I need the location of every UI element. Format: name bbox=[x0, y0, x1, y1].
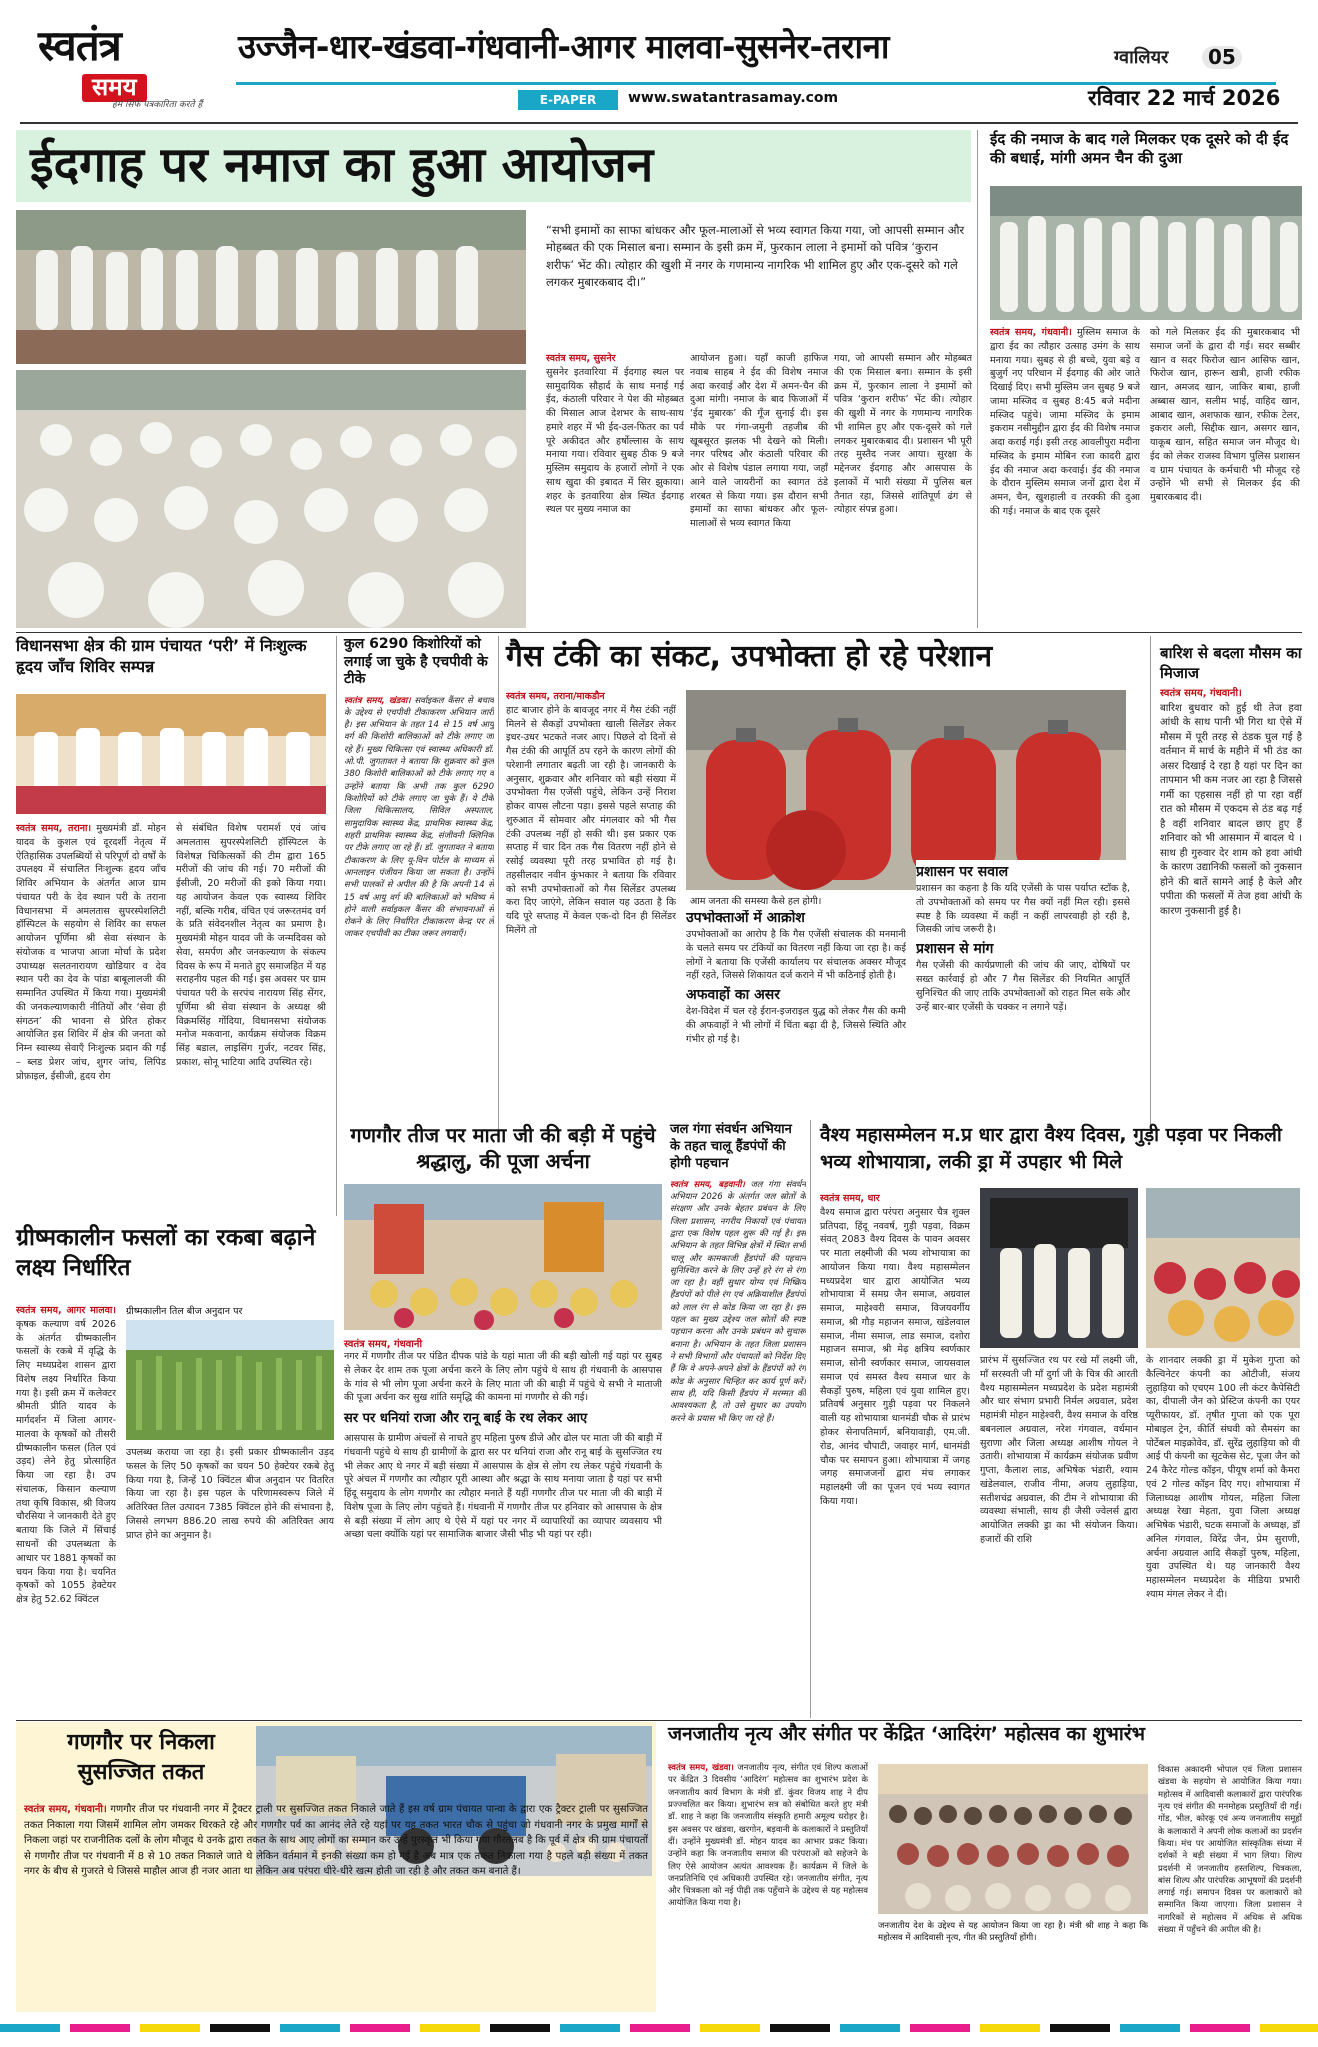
story7-subhead: सर पर धनियां राजा और रानू बाई के रथ लेकर आए bbox=[344, 1411, 588, 1426]
story-gas bbox=[506, 640, 1146, 1140]
byline: स्वतंत्र समय, तराना/माकडौन bbox=[506, 691, 605, 702]
edition-title: उज्जैन-धार-खंडवा-गंधवानी-आगर मालवा-सुसनेर-तराना bbox=[238, 27, 889, 66]
story10-column-1 bbox=[16, 1304, 116, 1714]
story-eid-gandhwani bbox=[990, 130, 1302, 630]
column-text: हाट बाजार होने के बावजूद नगर में गैस टंकी नहीं मिलने से सैकड़ों उपभोक्ता खाली सिलेंडर लेकर इधर-उधर भटकते नजर आए। पिछले दो दिनों से गैस टंकी की आपूर्ति ठप रहने के कारण लोगों की परेशानी लगातार बढ़ती जा रही है। जानकारी के अनुसार, शुक्रवार और शनिवार को बड़ी संख्या में उपभोक्ता गैस एजेंसी पहुंचे, लेकिन उन्हें निराश होकर वापस लौटना पड़ा। इससे पहले सप्ताह की शुरुआत में सोमवार और मंगलवार को भी गैस टंकी उपलब्ध नहीं हो सकी थी। इस प्रकार एक सप्ताह में चार दिन तक गैस वितरण नहीं होने से रसोई व्यवस्था पूरी तरह प्रभावित हो गई है। तहसीलदार नवीन कुंभकार ने बताया कि रविवार को सभी उपभोक्ताओं को गैस सिलेंडर उपलब्ध करा दिए जाएंगे, लेकिन सवाल यह उठता है कि यदि पूरे सप्ताह में केवल एक-दो दिन ही सिलेंडर मिलेंगे तो bbox=[506, 704, 676, 937]
story9-column-3: के शानदार लक्की ड्रा में मुकेश गुप्ता को कैल्विनेटर कंपनी का ओटीजी, संजय लुहाड़िया को एचएम 100 ली कंटर कैपेसिटी का, दीपाली जैन को प्रेस्टिज कंपनी का एयर प्यूरीफायर, डॉ. तृषीत गुप्ता को एक पूरा मोबाइल ट्रेन, कीर्ति संघवी को सैमसंग का पोर्टेबल माइक्रोवेव, डॉ. सुरेंद्र लुहाड़िया को वी आई पी कंपनी का सूटकेस सेट, पूजा जैन को 24 कैरेट गोल्ड कॉइन, पीयूष शर्मा को कैमरा एवं 2 गोल्ड कॉइन दिए गए। शोभायात्रा में जिलाध्यक्ष आशीष गोयल, महिला जिला अध्यक्ष रेखा मेहता, युवा जिला अध्यक्ष अभिषेक भंडारी, घटक समाजों के अध्यक्ष, डॉ अनिल गंगवाल, विरेंद्र जैन, प्रेम सुराणी, अर्चना अग्रवाल आदि सैकड़ों पुरुष, महिला, युवा उपस्थित थे। यह जानकारी वैश्य महासम्मेलन मध्यप्रदेश के मीडिया प्रभारी श्याम मंगल लेकर ने दी। bbox=[1146, 1355, 1300, 1601]
byline: स्वतंत्र समय, गंधवानी। bbox=[990, 327, 1072, 338]
headline: जल गंगा संवर्धन अभियान के तहत चालू हैंडपंपों की होगी पहचान bbox=[670, 1122, 792, 1171]
headline: ग्रीष्मकालीन फसलों का रकबा बढ़ाने लक्ष्य निर्धारित bbox=[16, 1225, 316, 1281]
sub1-text: उपभोक्ताओं का आरोप है कि गैस एजेंसी संचालक की मनमानी के चलते समय पर टंकियों का वितरण नहीं किया जा रहा है। कई लोगों ने बताया कि एजेंसी कार्यालय पर संचालक अक्सर मौजूद नहीं रहते, जिससे शिकायत दर्ज कराने में भी कठिनाई होती है। bbox=[686, 929, 906, 982]
photo-eid-greeting bbox=[990, 186, 1302, 320]
column-text: मुख्यमंत्री डॉ. मोहन यादव के कुशल एवं दूरदर्शी नेतृत्व में ऐतिहासिक उपलब्धियों से परिपूर्ण दो वर्षों के उपलक्ष्य में संचालित निःशुल्क हृदय जाँच शिविर अभियान के अंतर्गत आज ग्राम पंचायत परी के देव स्थान परी के तराना विधानसभा में अमलतास सुपरस्पेशलिटी हॉस्पिटल के सहयोग से शिविर का सफल आयोजन पूर्णिमा श्री सेवा संस्थान के संयोजक व भाजपा आजा मोर्चा के प्रदेश उपाध्यक्ष सलतनारायण खोडियार व देव स्थान परी का देव के पांडा बाबूलालजी की सम्मानित उपस्थित में किया गया। मुख्यमंत्री की जनकल्याणकारी नीतियों और ‘सेवा ही संगठन’ की भावना से प्रेरित होकर आयोजित इस शिविर में क्षेत्र की जनता को निम्न स्वास्थ्य सेवाएँ निःशुल्क प्रदान की गईं – ब्लड प्रेशर जांच, शुगर जांच, लिपिड प्रोफ़ाइल, ईसीजी, हृदय रोग bbox=[16, 823, 166, 1082]
divider-horizontal-1 bbox=[16, 632, 1302, 633]
story3-column-2: से संबंधित विशेष परामर्श एवं जांच अमलतास सुपरस्पेशलिटी हॉस्पिटल के विशेषज्ञ चिकित्सकों की टीम द्वारा 165 मरीजों की जांच की गई। 70 मरीजों की ईसीजी, 20 मरीजों की इको किया गया। यह आयोजन केवल एक स्वास्थ्य शिविर नहीं, बल्कि गरीब, वंचित एवं जरूरतमंद वर्ग के प्रति संवेदनशील नेतृत्व का प्रमाण है। मुख्यमंत्री मोहन यादव जी के जन्मदिवस को सेवा, समर्पण और जनकल्याण के संकल्प दिवस के रूप में मनाते हुए समाजहित में यह सराहनीय पहल की गई। इस अवसर पर ग्राम पंचायत परी के सरपंच नारायण सिंह सेंगर, पूर्णिमा श्री सेवा संस्थान के अध्यक्ष श्री विक्रमसिंह गोंदिया, विधानसभा संयोजक मनोज मकवाना, कार्यक्रम संयोजक विक्रम सिंह बडाल, लाइसिंग गुर्जर, नटवर सिंह, प्रकाश, सोनू भाटिया आदि उपस्थित रहे। bbox=[176, 823, 326, 1069]
story7-sub-body: आसपास के ग्रामीण अंचलों से नाचते हुए महिला पुरुष डीजे और ढोल पर माता जी की बाड़ी में गंधवानी पहुंचे थे साथ ही ग्रामीणों के द्वारा सर पर धनियां राजा और रानू बाई के सुसज्जित रथ भी लेकर आए थे नगर में बड़ी संख्या में आसपास के क्षेत्र से लोग रथ लेकर पहुंचे गंधवानी के पूरे अंचल में गणगौर का त्यौहार पूरी आस्था और श्रद्धा के साथ मनाया जाता है यहां पर सभी हिंदू समुदाय के लोग गणगौर का त्यौहार मनाते हैं यहीं गणगौर तीज पर माता जी की बाड़ी में विशेष पूजा के लिए लोग पहुंचते हैं। गंधवानी में गणगौर तीज पर हनिवार को आसपास के क्षेत्र से बड़ी संख्या में लोग आए थे ऐसे में यहां पर नगर में व्यापारियों का व्यापार व्यवसाय भी अच्छा चला क्योंकि यहां पर सामाजिक बाजार जैसी भीड़ भी यहां पर रही। bbox=[344, 1433, 662, 1541]
story1-column-1 bbox=[546, 352, 684, 627]
story6-body bbox=[1160, 687, 1302, 1117]
divider-vertical-2 bbox=[336, 636, 337, 1216]
story9-column-2: प्रारंभ में सुसज्जित रथ पर रखे माँ लक्ष्मी जी, माँ सरस्वती जी माँ दुर्गा जी के चित्र की आरती वैश्य महासम्मेलन मध्यप्रदेश के प्रदेश महामंत्री और धार संभाग प्रभारी निर्मल अग्रवाल, प्रदेश महामंत्री मोहन माहेश्वरी, वैश्य समाज के वरिष्ठ बबनलाल अग्रवाल, नरेश गंगवाल, वर्धमान सुराणा और जिला अध्यक्ष आशीष गोयल ने उतारी। शोभायात्रा में कार्यक्रम संयोजक प्रवीण गुप्ता, कैलाश लाड, अभिषेक भंडारी, श्याम खंडेलवाल, राजीव नीमा, अजय लुहाड़िया, सतीशचंद्र अग्रवाल, की टीम ने शोभायात्रा की व्यवस्था संभाली, साथ ही जैसी ज्वेलर्स द्वारा आयोजित लक्की ड्रा का भी संयोजन किया। हजारों की राशि bbox=[980, 1355, 1138, 1545]
byline: स्वतंत्र समय, सुसनेर bbox=[546, 353, 616, 364]
headline: ईदगाह पर नमाज का हुआ आयोजन bbox=[30, 137, 654, 193]
website-link[interactable]: www.swatantrasamay.com bbox=[628, 90, 839, 106]
story5-column-3 bbox=[916, 860, 1130, 1140]
city-box bbox=[1108, 44, 1248, 74]
logo-top: स्वतंत्र bbox=[38, 21, 121, 70]
story-gangaur-takhat bbox=[16, 1722, 656, 2012]
story2-column-2: को गले मिलकर ईद की मुबारकबाद भी समाज जनों के द्वारा दी गई। सदर सब्बीर खान व सदर फिरोज खान आसिफ खान, फिरोज खान, हारून खत्री, हाजी रफीक खान, अमजद खान, जाकिर बाबा, हाजी अब्बास खान, सलीम भाई, वाहिद खान, आबाद खान, अशफाक खान, रफीक टेलर, इकरार अली, सिद्दीक खान, असगर खान, याकूब खान, सहित समाज जन मौजूद थे। ईद को लेकर राजस्व विभाग पुलिस प्रशासन व ग्राम पंचायत के कर्मचारी भी मौजूद रहे उन्होंने भी सभी से मिलकर ईद की मुबारकबाद दी। bbox=[1150, 327, 1300, 504]
headline: बारिश से बदला मौसम का मिजाज bbox=[1160, 644, 1302, 682]
subhead-2: अफवाहों का असर bbox=[686, 987, 780, 1004]
divider-vertical-5 bbox=[810, 1120, 811, 1718]
column-text: सुसनेर इतवारिया में ईदगाह स्थल पर सामुदायिक सौहार्द के साथ मनाई गई ईद, कंठाली परिवार ने पेश की मोहब्बत की मिसाल आज देशभर के साथ-साथ हमारे शहर में भी ईद-उल-फितर का पर्व पूरे अकीदत और हर्षोल्लास के साथ मनाया गया। रविवार सुबह ठीक 9 बजे मुस्लिम समुदाय के हजारों लोगों ने एक साथ खुदा की इबादत में सिर झुकाया। शहर के इतवारिया क्षेत्र स्थित ईदगाह स्थल पर मुख्य नमाज का bbox=[546, 366, 684, 516]
city-label: ग्वालियर bbox=[1114, 47, 1169, 68]
body-text: सर्वाइकल कैंसर से बचाव के उद्देश्य से एचपीवी टीकाकरण अभियान जारी है। इस अभियान के तहत 14 से 15 वर्ष आयु वर्ग की किशोरी बालिकाओं को टीके लगाए जा रहे हैं। मुख्य चिकित्सा एवं स्वास्थ्य अधिकारी डॉ. ओ.पी. जुगतावत ने बताया कि शुक्रवार को कुल 380 किशोरी बालिकाओं को टीके लगाए गए व उन्होंने बताया कि अभी तक कुल 6290 किशोरियों को टीके लगाए जा चुके हैं। ये टीके जिला चिकित्सालय, सिविल अस्पताल, सामुदायिक स्वास्थ्य केंद्र, प्राथमिक स्वास्थ्य केंद्र, शहरी प्राथमिक स्वास्थ्य केंद्र, संजीवनी क्लिनिक पर टीके लगाए जा रहे हैं। डॉ. जुगतावत ने बताया टीकाकरण के लिए यू-विन पोर्टल के माध्यम से आनलाइन पंजीयन किया जा सकता है। उन्होंने सभी पालकों से अपील की है कि अपनी 14 से 15 वर्ष आयु वर्ग की बालिकाओं को भविष्य में होने वाली सर्वाइकल कैंसर की संभावनाओं से रोकने के लिए निर्धारित टीकाकरण केन्द्र पर ले जाकर एचपीवी का टीका जरूर लगवाएँ। bbox=[344, 695, 494, 940]
byline: स्वतंत्र समय, गंधवानी। bbox=[24, 1804, 107, 1815]
photo-jewellers-draw bbox=[980, 1188, 1138, 1348]
story8-body bbox=[670, 1179, 806, 1684]
story11-body bbox=[24, 1802, 648, 2007]
story9-column-1 bbox=[820, 1192, 970, 1712]
story5-column-2 bbox=[686, 910, 906, 1140]
sub3-text: प्रशासन का कहना है कि यदि एजेंसी के पास पर्याप्त स्टॉक है, तो उपभोक्ताओं को समय पर गैस क्यों नहीं मिल रही। इससे स्पष्ट है कि व्यवस्था में कहीं न कहीं लापरवाही हो रही है, जिसकी जांच जरूरी है। bbox=[916, 883, 1130, 936]
story-weather bbox=[1160, 644, 1302, 1134]
headline: वैश्य महासम्मेलन म.प्र धार द्वारा वैश्य दिवस, गुड़ी पड़वा पर निकली भव्य शोभायात्रा, लकी ड्रा में उपहार भी मिले bbox=[820, 1124, 1282, 1173]
story12-column-2: विकास अकादमी भोपाल एवं जिला प्रशासन खंडवा के सहयोग से आयोजित किया गया। महोत्सव में आदिवासी कलाकारों द्वारा पारंपरिक नृत्य एवं संगीत की मनमोहक प्रस्तुतियाँ दी गईं। गोंड, भील, कोरकू एवं अन्य जनजातीय समूहों के कलाकारों ने अपनी लोक कलाओं का प्रदर्शन किया। मंच पर आयोजित सांस्कृतिक संध्या में दर्शकों ने बड़ी संख्या में भाग लिया। शिल्प प्रदर्शनी में जनजातीय हस्तशिल्प, चित्रकला, बांस शिल्प और पारंपरिक आभूषणों की प्रदर्शनी लगाई गई। समापन दिवस पर कलाकारों को सम्मानित किया जाएगा। जिला प्रशासन ने नागरिकों से महोत्सव में अधिक से अधिक संख्या में पहुँचने की अपील की है। bbox=[1158, 1765, 1302, 1936]
headline: विधानसभा क्षेत्र की ग्राम पंचायत ‘परी’ में निःशुल्क हृदय जाँच शिविर सम्पन्न bbox=[16, 636, 307, 676]
story4-body bbox=[344, 695, 494, 1125]
column-text: मुस्लिम समाज के द्वारा ईद का त्यौहार उत्साह उमंग के साथ मनाया गया। सुबह से ही बच्चे, युवा बड़े व बुजुर्ग नए परिधान में ईदगाह की ओर जाते दिखाई दिए। सभी मुस्लिम जन सुबह 9 बजे जामा मस्जिद व सुबह 8:45 बजे मदीना मस्जिद पहुंचे। जामा मस्जिद के इमाम इकराम नसीमुद्दीन द्वारा ईद की विशेष नमाज अदा कराई गई। इसी तरह आवलीपुरा मदीना मस्जिद के इमाम मोबिन रजा कादरी द्वारा ईद की नमाज अदा करवाई। ईद की नमाज के दौरान मुस्लिम समाज जनों द्वारा देश में अमन, चैन, खुशहाली व तरक्की की दुआ की गई। नमाज के बाद एक दूसरे bbox=[990, 327, 1140, 517]
headline: गैस टंकी का संकट, उपभोक्ता हो रहे परेशान bbox=[506, 639, 993, 674]
photo-caption: ग्रीष्मकालीन तिल बीज अनुदान पर bbox=[126, 1306, 243, 1317]
photo-caption: आम जनता की समस्या कैसे हल होगी। bbox=[690, 896, 822, 907]
divider-vertical-4 bbox=[1150, 636, 1151, 1136]
story12-column-1 bbox=[668, 1762, 868, 2010]
sub2-text: देश-विदेश में चल रहे ईरान-इजराइल युद्ध को लेकर गैस की कमी की अफवाहों ने भी लोगों में चिंता बढ़ा दी है, जिससे स्थिति और गंभीर हो गई है। bbox=[686, 1006, 906, 1045]
subhead-4: प्रशासन से मांग bbox=[916, 941, 994, 958]
divider-vertical-3 bbox=[498, 636, 499, 1136]
column-text: कृषक कल्याण वर्ष 2026 के अंतर्गत ग्रीष्मकालीन फसलों के रकबे में वृद्धि के लिए मध्यप्रदेश शासन द्वारा विशेष लक्ष्य निर्धारित किया गया है। इसी क्रम में कलेक्टर श्रीमती प्रीति यादव के मार्गदर्शन में जिला आगर-मालवा के कृषकों को तीसरी ग्रीष्मकालीन फसल (तिल एवं उड़द) लेने हेतु प्रोत्साहित किया जा रहा है। उप संचालक, किसान कल्याण तथा कृषि विकास, श्री विजय चौरसिया ने जानकारी देते हुए बताया कि जिले में सिंचाई साधनों की उपलब्धता के आधार पर 1881 कृषकों का चयन किया गया है। चयनित कृषकों को 1055 हेक्टेयर क्षेत्र हेतु 52.62 क्विंटल bbox=[16, 1318, 116, 1606]
body-text: गणगौर तीज पर गंधवानी नगर में ट्रैक्टर ट्राली पर सुसज्जित तकत निकाले जाते हैं इस वर्ष ग्राम पंचायत पान्वा के द्वारा एक ट्रैक्टर ट्राली पर सुसज्जित तकत निकाला गया जिसमें शामिल लोग जमकर थिरकते रहे और गणगौर पर्व का आनंद लेते रहे यहां पर यह तकत भारत चौक से पहुंचा जो गंधवानी नगर के प्रमुख मार्गों से निकला जहां पर राजनीतिक दलों के लोग मौजूद थे उनके द्वारा तकत के साथ आए लोगों का सम्मान कर उन्हें पुरस्कृत भी किया गया गौरतलब है कि पूर्व में क्षेत्र की ग्राम पंचायतों से गणगौर तीज पर गंधवानी में 8 से 10 तकत निकाले जाते थे लेकिन वर्तमान में इनकी संख्या कम हो गई है अब मात्र एक तकत निकाला गया है पहले बड़ी संख्या में तकत नगर के बीच से गुजरते थे जिससे माहौल आज ही नजर आता था लेकिन अब परंपरा धीरे-धीरे खत्म होती जा रही है और तकत कम बनाते हैं। bbox=[24, 1804, 648, 1877]
subhead-3: प्रशासन पर सवाल bbox=[916, 864, 1009, 880]
body-text: बारिश बुधवार को हुई थी तेज हवा आंधी के साथ पानी भी गिरा था ऐसे में मौसम में पूरी तरह से ठंडक घुल गई है वर्तमान में मार्च के महीने में भी ठंड का असर दिखाई दे रहा है यहां पर दिन का तापमान भी कम नजर आ रहा है जिससे गर्मी का एहसास नहीं हो पा रहा वहीं रात को मौसम में एकदम से ठंड बढ़ गई है वहीं शनिवार बादल छाए हुए हैं शनिवार को भी आसमान में बादल थे । साथ ही गुरुवार देर शाम को हवा आंधी के कारण उद्यानिकी फसलों को नुकसान होने की बातें सामने आई है केले और पपीता की फसलों में तेज हवा आंधी के कारण नुकसानी हुई है। bbox=[1160, 702, 1302, 917]
story5-column-1 bbox=[506, 690, 676, 1140]
byline: स्वतंत्र समय, खंडवा। bbox=[344, 695, 411, 706]
story-vaishya bbox=[820, 1122, 1302, 1717]
byline: स्वतंत्र समय, गंधवानी bbox=[344, 1339, 423, 1350]
photo-caption: जनजातीय देश के उद्देश्य से यह आयोजन किया जा रहा है। मंत्री श्री शाह ने कहा कि महोत्सव में आदिवासी नृत्य, गीत की प्रस्तुतियाँ होंगी। bbox=[878, 1921, 1148, 1944]
epaper-badge: E-PAPER bbox=[518, 90, 618, 110]
story-idgah bbox=[16, 130, 1016, 630]
byline: स्वतंत्र समय, तराना। bbox=[16, 823, 92, 834]
story-handpump bbox=[670, 1122, 806, 1717]
story1-column-3: गया, जो आपसी सम्मान और मोहब्बत की एक मिसाल बना। सम्मान के इसी क्रम में, फुरकान लाला ने इमामों को पवित्र ‘कुरान शरीफ’ भेंट की। त्योहार की खुशी में नगर के गणमान्य नागरिक भी शामिल हुए और एक-दूसरे को गले लगकर मुबारकबाद दी। प्रशासन भी पूरी तरह मुस्तैद नजर आया। सुरक्षा के मद्देनजर ईदगाह और आसपास के इलाकों में भारी संख्या में पुलिस बल तैनात रहा, जिससे शांतिपूर्ण ढंग से त्योहार संपन्न हुआ। bbox=[834, 353, 972, 516]
byline: स्वतंत्र समय, बड़वानी। bbox=[670, 1179, 745, 1190]
byline: स्वतंत्र समय, धार bbox=[820, 1193, 880, 1204]
byline: स्वतंत्र समय, गंधवानी। bbox=[1160, 688, 1242, 699]
headline: गणगौर पर निकला सुसज्जित तकत bbox=[67, 1730, 215, 1785]
headline: ईद की नमाज के बाद गले मिलकर एक दूसरे को दी ईद की बधाई, मांगी अमन चैन की दुआ bbox=[990, 130, 1289, 167]
masthead bbox=[0, 0, 1318, 120]
divider-vertical-1 bbox=[977, 130, 978, 628]
story3-column-1 bbox=[16, 822, 166, 1214]
subhead-1: उपभोक्ताओं में आक्रोश bbox=[686, 910, 805, 926]
story-adirang bbox=[668, 1724, 1302, 2014]
color-strip bbox=[0, 2024, 1318, 2032]
logo-bottom: समय bbox=[82, 74, 147, 102]
story-summer-crops bbox=[16, 1224, 334, 1719]
headline: जनजातीय नृत्य और संगीत पर केंद्रित ‘आदिरंग’ महोत्सव का शुभारंभ bbox=[668, 1723, 1145, 1745]
masthead-rule bbox=[236, 82, 1276, 85]
story-heart-camp bbox=[16, 636, 334, 1216]
divider-horizontal-2 bbox=[16, 1720, 1302, 1721]
byline: स्वतंत्र समय, आगर मालवा। bbox=[16, 1305, 116, 1316]
issue-date: रविवार 22 मार्च 2026 bbox=[1088, 86, 1281, 110]
column-text: वैश्य समाज द्वारा परंपरा अनुसार चैत्र शुक्ल प्रतिपदा, हिंदू नववर्ष, गुड़ी पड़वा, विक्रम संवत् 2083 वैश्य दिवस के पावन अवसर पर माता लक्ष्मीजी की भव्य शोभायात्रा का आयोजन किया गया। वैश्य महासम्मेलन मध्यप्रदेश धार द्वारा आयोजित भव्य शोभायात्रा में समग्र जैन समाज, अग्रवाल समाज, माहेश्वरी समाज, विजयवर्गीय समाज, श्री गौड़ महाजन समाज, खंडेलवाल समाज, नीमा समाज, लाड समाज, दशोरा महाजन समाज, श्री मेढ़ क्षत्रिय स्वर्णकार समाज, सोनी स्वर्णकार समाज, जायसवाल समाज एवं समस्त वैश्य समाज धार के सैकड़ों पुरुष, महिला एवं युवा शामिल हुए। प्रतिवर्ष अनुसार गुड़ी पड़वा पर निकलने वाली यह शोभायात्रा धानमंडी चौक से प्रारंभ होकर सेनापतिमार्ग, बनियावाड़ी, एम.जी. रोड, आनंद चौपाटी, जवाहर मार्ग, धानमंडी चौक पर समापन हुआ। शोभायात्रा में जगह जगह समाजजनों द्वारा मंच लगाकर महालक्ष्मी जी का पूजन एवं भव्य स्वागत किया गया। bbox=[820, 1206, 970, 1507]
story-hpv bbox=[344, 636, 494, 1136]
photo-gangaur-procession bbox=[344, 1184, 662, 1330]
page-number: 05 bbox=[1202, 46, 1242, 69]
story1-column-2: आयोजन हुआ। यहाँ काजी हाफिज नवाब साहब ने ईद की विशेष नमाज अदा करवाई और देश में अमन-चैन की दुआ मांगी। नमाज के बाद फिजाओं में ‘ईद मुबारक’ की गूँज सुनाई दी। इस मौके पर गंगा-जमुनी तहजीब की खूबसूरत झलक भी देखने को मिली। नगर परिषद और कंठाली परिवार की ओर से विशेष पंडाल लगाया गया, जहाँ आने वाले जायरीनों का स्वागत ठंडे शरबत से किया गया। इस दौरान सभी इमामों का साफा बांधकर और फूल-मालाओं से भव्य स्वागत किया bbox=[690, 353, 828, 530]
story2-column-1 bbox=[990, 326, 1140, 626]
pull-quote: “सभी इमामों का साफा बांधकर और फूल-मालाओं से भव्य स्वागत किया गया, जो आपसी सम्मान और मोहब्बत की एक मिसाल बना। सम्मान के इसी क्रम में, फुरकान लाला ने इमामों को पवित्र ‘कुरान शरीफ’ भेंट की। त्योहार की खुशी में नगर के गणमान्य नागरिक भी शामिल हुए और एक-दूसरे को गले लगकर मुबारकबाद दी।” bbox=[546, 223, 965, 289]
masthead-bottom-rule bbox=[20, 122, 1298, 124]
photo-adirang-audience bbox=[878, 1764, 1148, 1914]
photo-heart-camp bbox=[16, 694, 326, 814]
photo-shobhayatra bbox=[1146, 1188, 1300, 1348]
tagline: हम सिर्फ पत्रकारिता करते हैं bbox=[112, 100, 203, 110]
headline: गणगौर तीज पर माता जी की बड़ी में पहुंचे श्रद्धालु, की पूजा अर्चना bbox=[350, 1123, 656, 1173]
photo-idgah-guests bbox=[16, 210, 526, 364]
story10-column-2: उपलब्ध कराया जा रहा है। इसी प्रकार ग्रीष्मकालीन उड़द फसल के लिए 50 कृषकों का चयन 50 हेक्टेयर रकबे हेतु किया गया है, जिन्हें 10 क्विंटल बीज अनुदान पर वितरित किया जा रहा है। इस पहल के परिणामस्वरूप जिले में अतिरिक्त तिल उत्पादन 7385 क्विंटल होने की संभावना है, जिससे लगभग 886.20 लाख रुपये की अतिरिक्त आय प्राप्त होने का अनुमान है। bbox=[126, 1447, 334, 1541]
sub4-text: गैस एजेंसी की कार्यप्रणाली की जांच की जाए, दोषियों पर सख्त कार्रवाई हो और 7 गैस सिलेंडर की नियमित आपूर्ति सुनिश्चित की जाए ताकि उपभोक्ताओं को राहत मिल सके और उन्हें बार-बार एजेंसी के चक्कर न लगाने पड़ें। bbox=[916, 960, 1130, 1013]
byline: स्वतंत्र समय, खंडवा। bbox=[668, 1763, 734, 1773]
column-text: जनजातीय नृत्य, संगीत एवं शिल्प कलाओं पर केंद्रित 3 दिवसीय ‘आदिरंग’ महोत्सव का शुभारंभ प्रदेश के जनजातीय कार्य विभाग के मंत्री डॉ. कुंवर विजय शाह ने दीप प्रज्ज्वलित कर किया। शुभारंभ सत्र को संबोधित करते हुए मंत्री डॉ. शाह ने कहा कि जनजातीय संस्कृति हमारी अमूल्य धरोहर है। इस अवसर पर खंडवा, खरगोन, बड़वानी के कलाकारों ने प्रस्तुतियाँ दीं। उन्होंने मुख्यमंत्री डॉ. मोहन यादव का आभार प्रकट किया। उन्होंने कहा कि जनजातीय समाज की परंपराओं को सहेजने के लिए ऐसे आयोजन अत्यंत आवश्यक हैं। कार्यक्रम में जिले के जनप्रतिनिधि एवं अधिकारी उपस्थित रहे। जनजातीय संगीत, नृत्य और चित्रकला को नई पीढ़ी तक पहुँचाने के उद्देश्य से यह महोत्सव आयोजित किया गया है। bbox=[668, 1763, 868, 1909]
body-text: जल गंगा संवर्धन अभियान 2026 के अंतर्गत जल स्रोतों के संरक्षण और उनके बेहतर प्रबंधन के लिए जिला प्रशासन, नगरीय निकायों एवं पंचायत द्वारा एक विशेष पहल शुरू की गई है। इस अभियान के तहत विभिन्न क्षेत्रों में स्थित सभी चालू और कामकाजी हैंडपंपों की पहचान सुनिश्चित करने के लिए उन्हें हरे रंग से रंगा जा रहा है। वहीं सुधार योग्य एवं निष्क्रिय हैंडपंपों को पीले रंग एवं अक्रियाशील हैंडपंपों को लाल रंग से कोड किया जा रहा है। इस पहल का मुख्य उद्देश्य जल स्रोतों की स्पष्ट पहचान करना और उनके प्रबंधन को सुचारू बनाना है। अभियान के तहत जिला प्रशासन ने सभी विभागों और पंचायतों को निर्देश दिए हैं कि वे अपने-अपने क्षेत्रों के हैंडपंपों को रंग कोड के अनुसार चिन्हित कर कार्य पूर्ण करें। साथ ही, यदि किसी हैंडपंप में मरम्मत की आवश्यकता है, तो उसे सुधार का उपयोग करने के प्रयास भी किए जा रहे हैं। bbox=[670, 1179, 806, 1424]
photo-idgah-crowd bbox=[16, 370, 526, 628]
photo-sesame-field bbox=[126, 1320, 334, 1440]
story7-body: नगर में गणगौर तीज पर पंडित दीपक पांडे के यहां माता जी की बड़ी खोली गई यहां पर सुबह से लेकर देर शाम तक पूजा अर्चना करने के लिए लोग पहुंचे थे साथ ही गंधवानी के आसपास के गांव से भी लोग पूजा अर्चना करने के लिए माता जी की बाड़ी में पहुंचे थे सभी ने माताजी की पूजा अर्चना कर सुख शांति समृद्धि की कामना मां गणगौर से की गई। bbox=[344, 1351, 662, 1404]
headline: कुल 6290 किशोरियों को लगाई जा चुके है एचपीवी के टीके bbox=[344, 636, 488, 687]
